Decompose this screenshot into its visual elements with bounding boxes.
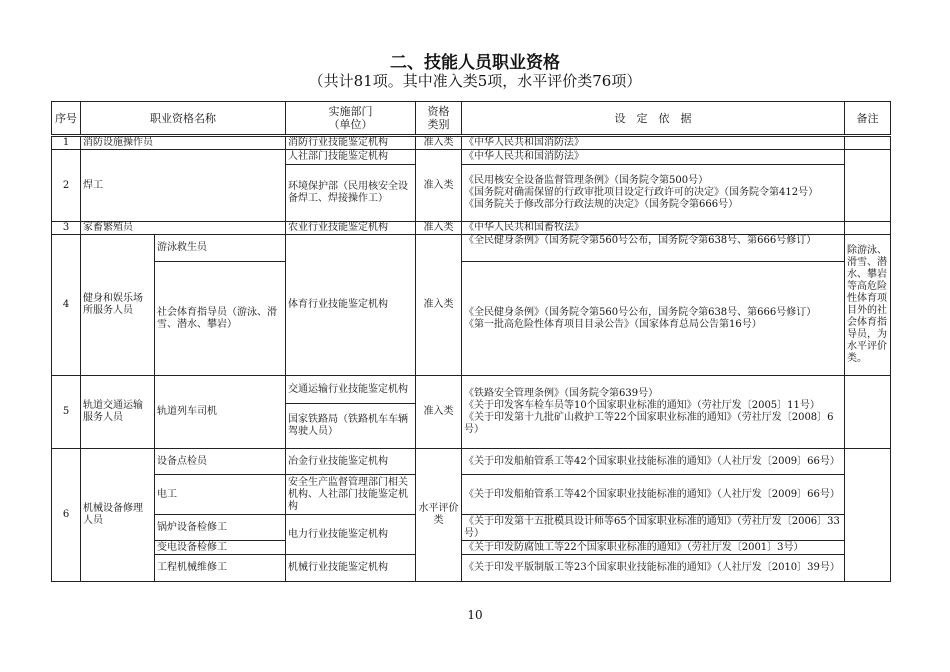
group-name: 机械设备修理人员: [81, 449, 155, 582]
table-row: [52, 541, 891, 555]
basis-line: 《全民健身条例》（国务院令第560号公布，国务院令第638号、第666号修订）: [464, 306, 817, 318]
basis-cell: [462, 376, 845, 449]
basis-cell: 《中华人民共和国畜牧法》: [462, 222, 845, 235]
basis-cell: 《中华人民共和国消防法》: [462, 136, 845, 150]
row-no: 2: [52, 150, 81, 222]
basis-cell: 《关于印发防腐蚀工等22个国家职业标准的通知》（劳社厅发〔2001〕3号）: [462, 541, 845, 555]
note-cell: [845, 222, 891, 235]
note-cell: [845, 136, 891, 150]
category-cell: 准入类: [416, 150, 462, 222]
note-cell: [845, 449, 891, 582]
dept-cell: 交通运输行业技能鉴定机构: [286, 376, 416, 404]
table-row: [52, 376, 891, 404]
basis-cell: [462, 262, 845, 376]
basis-cell: 《中华人民共和国消防法》: [462, 150, 845, 165]
category-cell: 准入类: [416, 376, 462, 449]
table-row: [52, 262, 891, 376]
qualification-name: 焊工: [81, 150, 286, 222]
row-no: 6: [52, 449, 81, 582]
basis-cell: 《关于印发船舶管系工等42个国家职业技能标准的通知》（人社厅发〔2009〕66号）: [462, 475, 845, 515]
qualification-name: 消防设施操作员: [81, 136, 286, 150]
table-header-row: [52, 102, 891, 136]
table-row: [52, 222, 891, 235]
row-no: 4: [52, 235, 81, 376]
dept-cell: 安全生产监督管理部门相关机构、人社部门技能鉴定机构: [286, 475, 416, 515]
dept-cell: 电力行业技能鉴定机构: [286, 515, 416, 555]
header-note: 备注: [845, 102, 891, 136]
note-cell: [845, 150, 891, 222]
qualification-table: [51, 101, 891, 582]
basis-line: 《民用核安全设备监督管理条例》（国务院令第500号）: [464, 175, 709, 186]
category-cell: 准入类: [416, 235, 462, 376]
header-category: 资格 类别: [416, 102, 462, 136]
qualification-name: 电工: [155, 475, 286, 515]
basis-cell: 《关于印发平版制版工等23个国家职业技能标准的通知》（人社厅发〔2010〕39号）: [462, 555, 845, 582]
page-subtitle: （共计81项。其中准入类5项，水平评价类76项）: [308, 72, 642, 90]
qualification-name: 变电设备检修工: [155, 541, 286, 555]
group-name: 轨道交通运输服务人员: [81, 376, 155, 449]
dept-cell: 国家铁路局（铁路机车车辆驾驶人员）: [286, 404, 416, 449]
page-title: 二、技能人员职业资格: [390, 53, 560, 73]
header-no: 序号: [52, 102, 81, 136]
dept-cell: 人社部门技能鉴定机构: [286, 150, 416, 165]
table-row: [52, 136, 891, 150]
basis-cell: 《关于印发第十五批模具设计师等65个国家职业标准的通知》（劳社厅发〔2006〕33号）: [462, 515, 845, 541]
header-name: 职业资格名称: [81, 102, 286, 136]
basis-cell: [462, 165, 845, 222]
row-no: 3: [52, 222, 81, 235]
basis-line: 《关于印发第十九批矿山救护工等22个国家职业标准的通知》（劳社厅发〔2008〕6号）: [464, 412, 834, 435]
dept-cell: 机械行业技能鉴定机构: [286, 555, 416, 582]
category-cell: 准入类: [416, 136, 462, 150]
basis-line: 《关于印发客车检车员等10个国家职业标准的通知》（劳社厅发〔2005〕11号）: [464, 400, 820, 411]
qualification-name: 轨道列车司机: [155, 376, 286, 449]
qualification-name: 工程机械维修工: [155, 555, 286, 582]
basis-cell: 《全民健身条例》（国务院令第560号公布，国务院令第638号、第666号修订）: [462, 235, 845, 262]
qualification-name: 设备点检员: [155, 449, 286, 475]
table-row: [52, 475, 891, 515]
dept-cell: 农业行业技能鉴定机构: [286, 222, 416, 235]
dept-cell: 消防行业技能鉴定机构: [286, 136, 416, 150]
category-cell: 水平评价类: [416, 449, 462, 582]
dept-cell: 体育行业技能鉴定机构: [286, 235, 416, 376]
header-dept: 实施部门 （单位）: [286, 102, 416, 136]
table-row: [52, 150, 891, 165]
note-cell: 除游泳、滑雪、潜水、攀岩等高危险性体育项目外的社会体育指导员，为水平评价类。: [845, 235, 891, 376]
dept-cell: 环境保护部（民用核安全设备焊工、焊接操作工）: [286, 165, 416, 222]
table-row: [52, 235, 891, 262]
row-no: 1: [52, 136, 81, 150]
note-cell: [845, 376, 891, 449]
table-row: [52, 555, 891, 582]
table-row: [52, 515, 891, 541]
page-number: 10: [467, 608, 483, 622]
qualification-name: 家畜繁殖员: [81, 222, 286, 235]
basis-line: 《铁路安全管理条例》（国务院令第639号）: [464, 388, 659, 399]
qualification-name: 锅炉设备检修工: [155, 515, 286, 541]
group-name: 健身和娱乐场所服务人员: [81, 235, 155, 376]
row-no: 5: [52, 376, 81, 449]
table-row: [52, 449, 891, 475]
basis-cell: 《关于印发船舶管系工等42个国家职业技能标准的通知》（人社厅发〔2009〕66号）: [462, 449, 845, 475]
basis-line: 《国务院对确需保留的行政审批项目设定行政许可的决定》（国务院令第412号）: [464, 187, 819, 198]
dept-cell: 冶金行业技能鉴定机构: [286, 449, 416, 475]
qualification-name: 社会体育指导员（游泳、滑雪、潜水、攀岩）: [155, 262, 286, 376]
basis-line: 《第一批高危险性体育项目目录公告》（国家体育总局公告第16号）: [464, 318, 762, 330]
qualification-name: 游泳救生员: [155, 235, 286, 262]
basis-line: 《国务院关于修改部分行政法规的决定》（国务院令第666号）: [464, 199, 739, 210]
category-cell: 准入类: [416, 222, 462, 235]
header-basis: 设 定 依 据: [462, 102, 845, 136]
